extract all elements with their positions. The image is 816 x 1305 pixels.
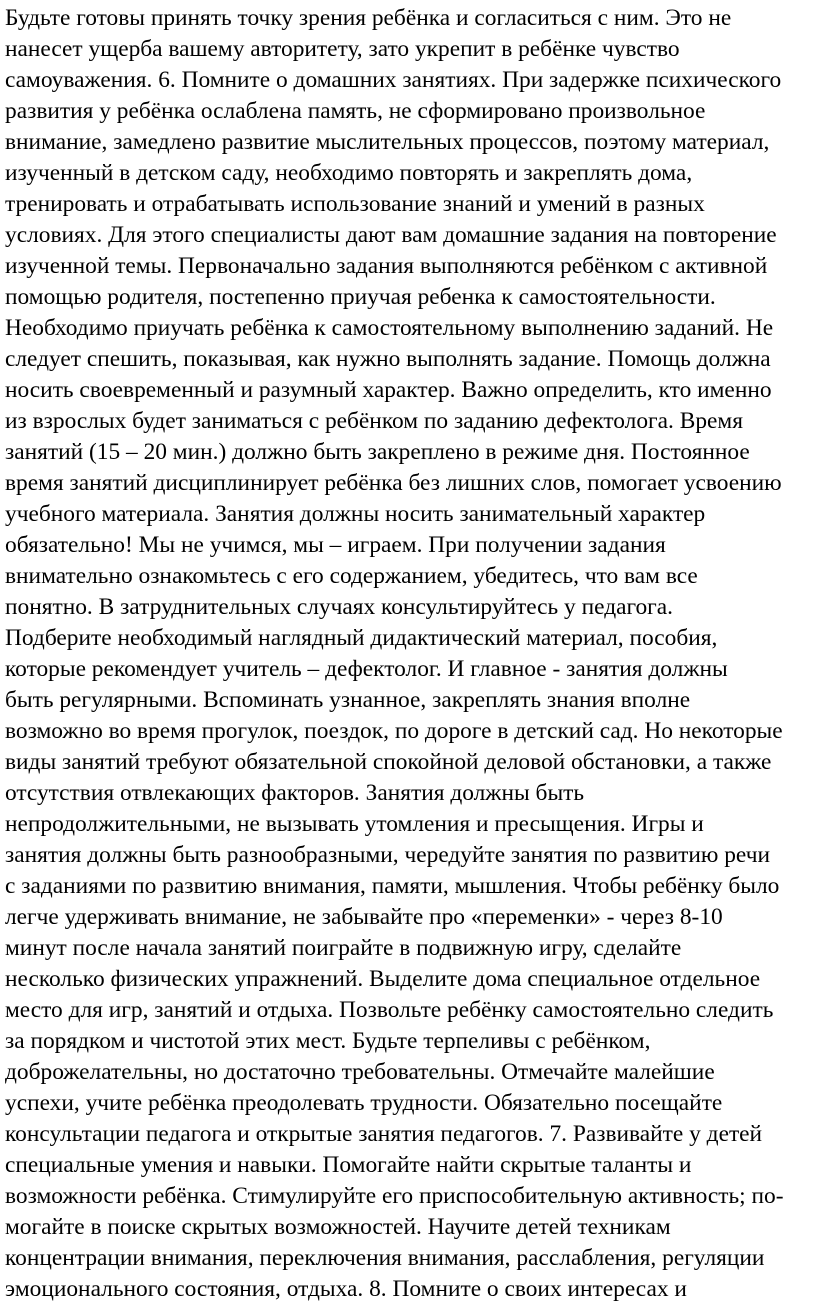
text-line: внимание, замедлено развитие мыслительных процессов, поэтому материал, [5,129,770,155]
text-line: изученный в детском саду, необходимо повторять и закреплять дома, [5,160,693,186]
text-line: понятно. В затруднительных случаях консультируйтесь у педагога. [5,594,674,620]
text-line: нанесет ущерба вашему авторитету, зато укрепит в ребёнке чувство [5,36,680,62]
text-line: Подберите необходимый наглядный дидактический материал, пособия, [5,625,718,651]
text-line: виды занятий требуют обязательной спокойной деловой обстановки, а также [5,749,772,775]
text-line: время занятий дисциплинирует ребёнка без лишних слов, помогает усвоению [5,470,782,496]
text-line: следует спешить, показывая, как нужно выполнять задание. Помощь должна [5,346,771,372]
text-line: специальные умения и навыки. Помогайте найти скрытые таланты и [5,1152,692,1178]
text-line: внимательно ознакомьтесь с его содержанием, убедитесь, что вам все [5,563,698,589]
text-line: место для игр, занятий и отдыха. Позвольте ребёнку самостоятельно следить [5,997,774,1023]
text-line: непродолжительными, не вызывать утомления и пресыщения. Игры и [5,811,704,837]
text-line: изученной темы. Первоначально задания выполняются ребёнком с активной [5,253,768,279]
text-line: условиях. Для этого специалисты дают вам домашние задания на повторение [5,222,777,248]
text-line: которые рекомендует учитель – дефектолог. И главное - занятия должны [5,656,728,682]
text-line: быть регулярными. Вспоминать узнанное, закреплять знания вполне [5,687,691,713]
text-line: занятия должны быть разнообразными, чередуйте занятия по развитию речи [5,842,770,868]
text-line: с заданиями по развитию внимания, памяти, мышления. Чтобы ребёнку было [5,873,780,899]
text-line: могайте в поиске скрытых возможностей. Научите детей техникам [5,1214,671,1240]
document-text [5,3,816,1305]
text-line: Будьте готовы принять точку зрения ребёнка и согласиться с ним. Это не [5,5,732,31]
text-line: несколько физических упражнений. Выделите дома специальное отдельное [5,966,761,992]
text-line: учебного материала. Занятия должны носить занимательный характер [5,501,706,527]
text-line: концентрации внимания, переключения внимания, расслабления, регуляции [5,1245,765,1271]
text-line: минут после начала занятий поиграйте в подвижную игру, сделайте [5,935,682,961]
text-line: консультации педагога и открытые занятия педагогов. 7. Развивайте у детей [5,1121,763,1147]
text-line: обязательно! Мы не учимся, мы – играем. При получении задания [5,532,666,558]
text-line: успехи, учите ребёнка преодолевать трудности. Обязательно посещайте [5,1090,723,1116]
text-line: за порядком и чистотой этих мест. Будьте терпеливы с ребёнком, [5,1028,651,1054]
text-line: эмоционального состояния, отдыха. 8. Помните о своих интересах и [5,1276,687,1302]
text-line: занятий (15 – 20 мин.) должно быть закреплено в режиме дня. Постоянное [5,439,750,465]
text-line: Необходимо приучать ребёнка к самостоятельному выполнению заданий. Не [5,315,774,341]
text-line: отсутствия отвлекающих факторов. Занятия должны быть [5,780,585,806]
text-line: возможности ребёнка. Стимулируйте его приспособительную активность; по- [5,1183,784,1209]
text-line: носить своевременный и разумный характер. Важно определить, кто именно [5,377,772,403]
text-line: тренировать и отрабатывать использование знаний и умений в разных [5,191,705,217]
text-line: легче удерживать внимание, не забывайте про «переменки» - через 8-10 [5,904,723,930]
text-line: из взрослых будет заниматься с ребёнком по заданию дефектолога. Время [5,408,743,434]
text-line: самоуважения. 6. Помните о домашних занятиях. При задержке психического [5,67,782,93]
text-line: возможно во время прогулок, поездок, по дороге в детский сад. Но некоторые [5,718,783,744]
text-line: помощью родителя, постепенно приучая ребенка к самостоятельности. [5,284,716,310]
text-line: доброжелательны, но достаточно требовательны. Отмечайте малейшие [5,1059,715,1085]
text-line: развития у ребёнка ослаблена память, не сформировано произвольное [5,98,706,124]
